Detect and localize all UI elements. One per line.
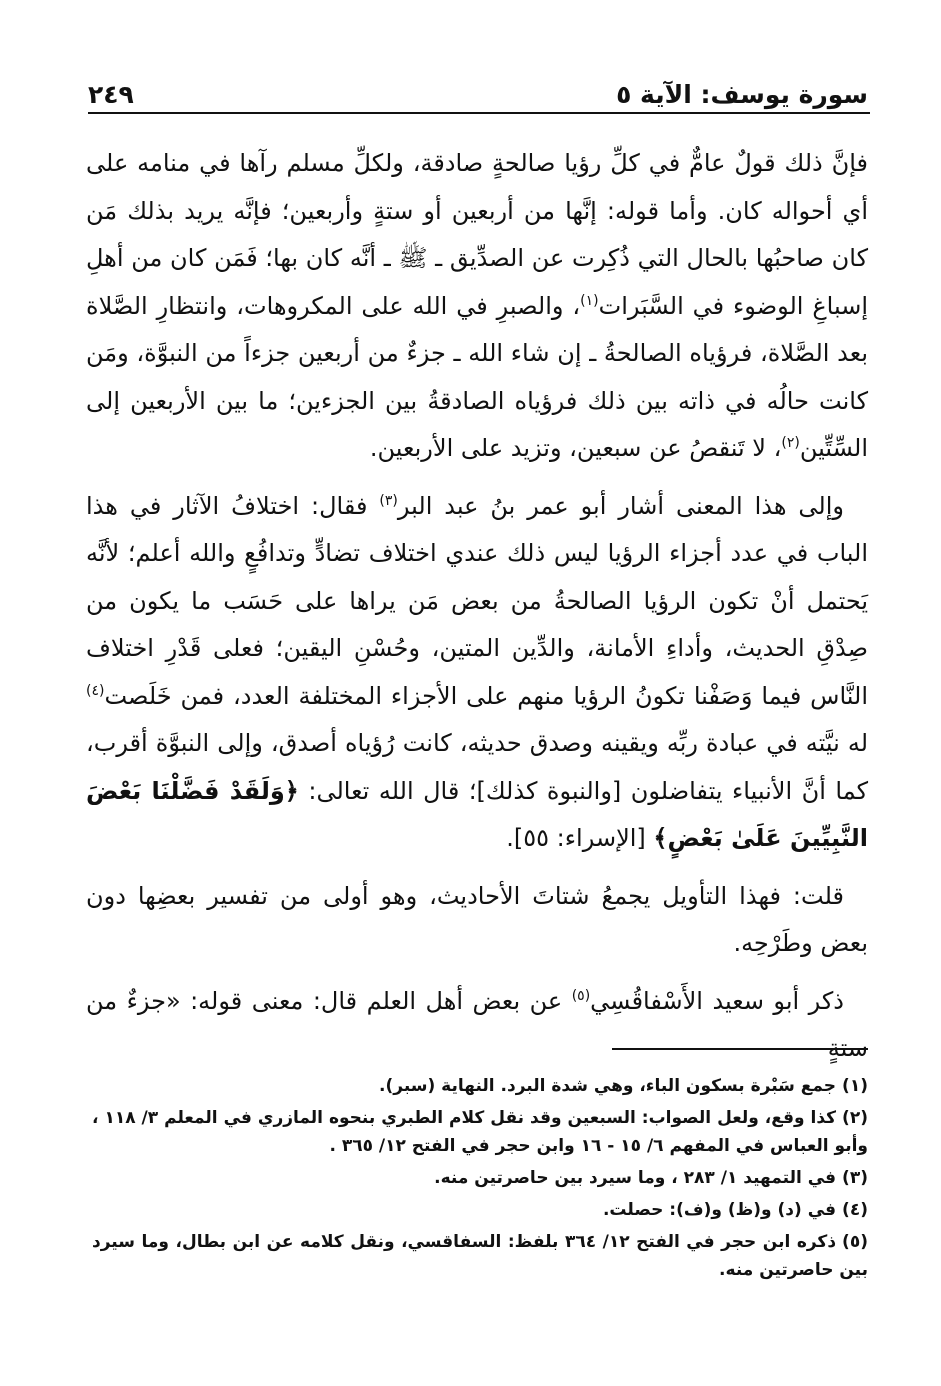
footnote-ref-4: (٤) <box>86 682 105 699</box>
footnote-text: في التمهيد ١/ ٢٨٣ ، وما سيرد بين حاصرتين منه. <box>434 1168 837 1188</box>
footnote-text: كذا وقع، ولعل الصواب: السبعين وقد نقل كلام الطبري بنحوه المازري في المعلم ٣/ ١١٨ ، وأبو العباس في المفهم ٦/ ١٥ - ١٦ وابن حجر في الفتح ١٢/ ٣٦٥ . <box>92 1108 868 1156</box>
quran-verse: ﴿وَلَقَدْ فَضَّلْنَا بَعْضَ النَّبِيِّينَ عَلَىٰ بَعْضٍ﴾ <box>86 776 868 852</box>
footnote-separator <box>612 1048 868 1050</box>
footnote-number: (٥) <box>842 1232 868 1252</box>
running-head <box>88 68 868 110</box>
verse-citation: [الإسراء: ٥٥]. <box>506 824 654 852</box>
footnote-5 <box>92 1228 868 1284</box>
footnote-ref-5: (٥) <box>571 987 591 1004</box>
footnote-text: جمع سَبْرة بسكون الباء، وهي شدة البرد. النهاية (سبر). <box>379 1076 837 1096</box>
paragraph-4-text-cont: عن بعض أهل العلم قال: معنى قوله: «جزءٌ من ستةٍ <box>86 986 868 1062</box>
paragraph-1-text: فإنَّ ذلك قولٌ عامٌّ في كلِّ رؤيا صالحةٍ صادقة، ولكلِّ مسلم رآها في منامه على أي أحواله كان. وأما قوله: إنَّها من أربعين أو ستةٍ وأربعين؛ فإنَّه يريد بذلك مَن كان صاحبُها بالحال التي ذُكِرت عن الصدِّيق ـ ﷺ ـ أنَّه كان بها؛ فَمَن كان من أهلِ إسباغِ الوضوء في السَّبَرات <box>86 149 869 320</box>
paragraph-2-text-more: له نيَّته في عبادة ربِّه ويقينه وصدق حديثه، كانت رُؤياه أصدق، وإلى النبوَّة أقرب، كما أنَّ الأنبياء يتفاضلون [والنبوة كذلك]؛ قال الله تعالى: <box>86 729 869 805</box>
main-text <box>86 140 868 1073</box>
footnote-1 <box>92 1072 868 1100</box>
header-rule <box>88 112 870 114</box>
footnote-2 <box>92 1104 868 1160</box>
footnote-number: (١) <box>842 1076 868 1096</box>
footnote-number: (٢) <box>842 1108 868 1128</box>
footnote-number: (٣) <box>842 1168 868 1188</box>
running-title: سورة يوسف: الآية ٥ <box>616 80 868 109</box>
footnote-4 <box>92 1196 868 1224</box>
paragraph-2-text-cont: فقال: اختلافُ الآثار في هذا الباب في عدد أجزاء الرؤيا ليس ذلك عندي اختلاف تضادٍّ وتدافُعٍ والله أعلم؛ لأنَّه يَحتمل أنْ تكون الرؤيا الصالحةُ من بعض مَن يراها على حَسَب ما يكون من صِدْقِ الحديث، وأداءِ الأمانة، والدِّين المتين، وحُسْنِ اليقين؛ فعلى قَدْرِ اختلاف النَّاس فيما وَصَفْنا تكونُ الرؤيا منهم على الأجزاء المختلفة العدد، فمن خَلَصت <box>86 491 868 710</box>
footnote-ref-1: (١) <box>580 292 599 309</box>
paragraph-2-text: وإلى هذا المعنى أشار أبو عمر بنُ عبد البر <box>397 491 844 520</box>
paragraph-3-text: قلت: فهذا التأويل يجمعُ شتاتَ الأحاديث، وهو أولى من تفسير بعضِها دون بعض وطَرْحِه. <box>86 881 868 957</box>
paragraph-1-text-cont: ، والصبرِ في الله على المكروهات، وانتظارِ الصَّلاة بعد الصَّلاة، فرؤياه الصالحةُ ـ إن شاء الله ـ جزءٌ من أربعين جزءاً من النبوَّة، ومَن كانت حالُه في ذاته بين ذلك فرؤياه الصادقةُ بين الجزءين؛ ما بين الأربعين إلى السِّتِّين <box>86 291 868 462</box>
footnote-ref-3: (٣) <box>379 492 398 509</box>
paragraph-4-text: ذكر أبو سعيد الأَسْفاقُسِي <box>590 986 844 1015</box>
paragraph-4 <box>86 978 868 1073</box>
footnote-ref-2: (٢) <box>781 435 800 451</box>
paragraph-3 <box>86 873 868 968</box>
paragraph-2 <box>86 483 868 863</box>
page-number: ٢٤٩ <box>88 80 134 109</box>
footnote-3 <box>92 1164 868 1192</box>
paragraph-1 <box>86 140 868 473</box>
footnote-text: ذكره ابن حجر في الفتح ١٢/ ٣٦٤ بلفظ: السفاقسي، ونقل كلامه عن ابن بطال، وما سيرد بين حاصرتين منه. <box>92 1232 868 1280</box>
paragraph-1-text-end: ، لا تَنقصُ عن سبعين، وتزيد على الأربعين. <box>369 434 782 462</box>
footnote-number: (٤) <box>842 1200 868 1220</box>
footnotes <box>92 1072 868 1288</box>
footnote-text: في (د) و(ظ) و(ف): حصلت. <box>602 1200 837 1220</box>
